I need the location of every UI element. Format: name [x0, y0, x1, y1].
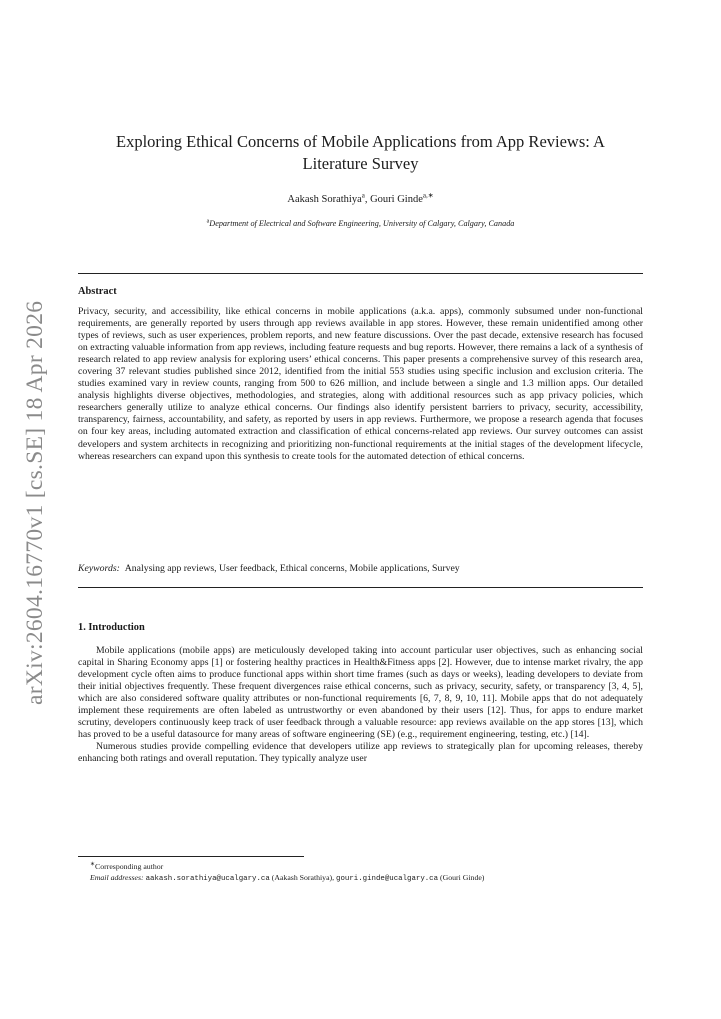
email-owner: (Aakash Sorathiya), [271, 873, 335, 882]
keywords-line [78, 563, 643, 574]
email-label: Email addresses: [90, 873, 144, 882]
author-name: Aakash Sorathiya [287, 194, 362, 205]
abstract-heading: Abstract [78, 286, 117, 297]
affiliation-text: Department of Electrical and Software Engineering, University of Calgary, Calgary, Canada [209, 219, 515, 228]
author-list [60, 191, 661, 205]
author-name: Gouri Ginde [370, 194, 423, 205]
section-heading-introduction: 1. Introduction [78, 622, 145, 633]
email-owner: (Gouri Ginde) [440, 873, 485, 882]
abstract-text: Privacy, security, and accessibility, like ethical concerns in mobile applications (a.k.a. apps), commonly subsumed under non-functional requirements, are generally reported by users through app reviews available in app stores. However, these remain unidentified among other types of reviews, such as user experiences, problem reports, and new feature discussions. Over the past decade, extensive research has focused on extracting valuable information from app reviews, including feature requests and bug reports. However, there remains a lack of a synthesis of research related to app review analysis for exploring users’ ethical concerns. This paper presents a comprehensive survey of this research area, covering 37 relevant studies published since 2012, identified from the initial 553 studies using specific inclusion and exclusion criteria. The studies examined vary in review counts, ranging from 500 to 626 million, and include between a single and 1.3 million apps. Our detailed analysis highlights diverse objectives, methodologies, and strategies, along with additional resources such as app privacy policies, which researchers generally utilize to analyze ethical concerns. Our findings also identify persistent barriers to privacy, security, accessibility, transparency, fairness, accountability, and safety, as reported by users in app reviews. Furthermore, we propose a research agenda that focuses on four key areas, including automated extraction and classification of ethical concerns-related app reviews. Our survey outcomes can assist developers and system architects in recognizing and prioritizing non-functional requirements at the initial stages of the development lifecycle, whereas researchers can expand upon this synthesis to create tools for the automated detection of ethical concerns. [78, 306, 643, 462]
abstract-top-rule [78, 273, 643, 274]
author-affiliation [60, 219, 661, 228]
footnote-corresponding [90, 861, 650, 872]
title-line-1: Exploring Ethical Concerns of Mobile Applications from App Reviews: A [116, 132, 605, 151]
footnote-text: Corresponding author [95, 862, 164, 871]
affiliation-mark[interactable]: a,∗ [422, 191, 434, 200]
paragraph: Mobile applications (mobile apps) are meticulously developed taking into account particular user objectives, such as enhancing social capital in Sharing Economy apps [1] or fostering healthy practices in Health&Fitness apps [2]. However, due to intense market rivalry, the app development cycle often aims to produce functional apps within short time frames (such as days or weeks), leading developers to deviate from their initial objectives frequently. These frequent divergences raise ethical concerns, such as privacy, security, safety, or transparency [3, 4, 5], which are also considered software quality attributes or non-functional requirements [6, 7, 8, 9, 10, 11]. Mobile apps that do not adequately implement these requirements are often labeled as untrustworthy or even abandoned by their users [12]. Thus, for apps to endure market scrutiny, developers continuously keep track of user feedback through a valuable resource: app reviews available on the app stores [13], which has proved to be a useful datasource for many areas of software engineering (SE) (e.g., requirement engineering, testing, etc.) [14]. [78, 645, 643, 740]
arxiv-identifier-stamp[interactable]: arXiv:2604.16770v1 [cs.SE] 18 Apr 2026 [22, 300, 48, 705]
email-link[interactable]: aakash.sorathiya@ucalgary.ca [145, 875, 270, 883]
footnotes [90, 861, 650, 885]
title-line-2: Literature Survey [302, 154, 419, 173]
affiliation-mark: a [361, 191, 365, 200]
author-separator: , [364, 194, 371, 205]
footnote-emails [90, 872, 650, 885]
paper-title [60, 131, 661, 175]
email-link[interactable]: gouri.ginde@ucalgary.ca [336, 875, 439, 883]
paragraph: Numerous studies provide compelling evidence that developers utilize app reviews to strategically plan for upcoming releases, thereby enhancing both ratings and overall reputation. They typically analyze user [78, 740, 643, 764]
affiliation-mark: a [206, 218, 210, 225]
footnote-mark: ∗ [90, 861, 96, 868]
introduction-body [78, 645, 643, 765]
footnote-rule [78, 856, 304, 857]
keywords-label: Keywords: [78, 563, 120, 574]
abstract-bottom-rule [78, 587, 643, 588]
keywords-text: Analysing app reviews, User feedback, Ethical concerns, Mobile applications, Survey [124, 563, 460, 574]
